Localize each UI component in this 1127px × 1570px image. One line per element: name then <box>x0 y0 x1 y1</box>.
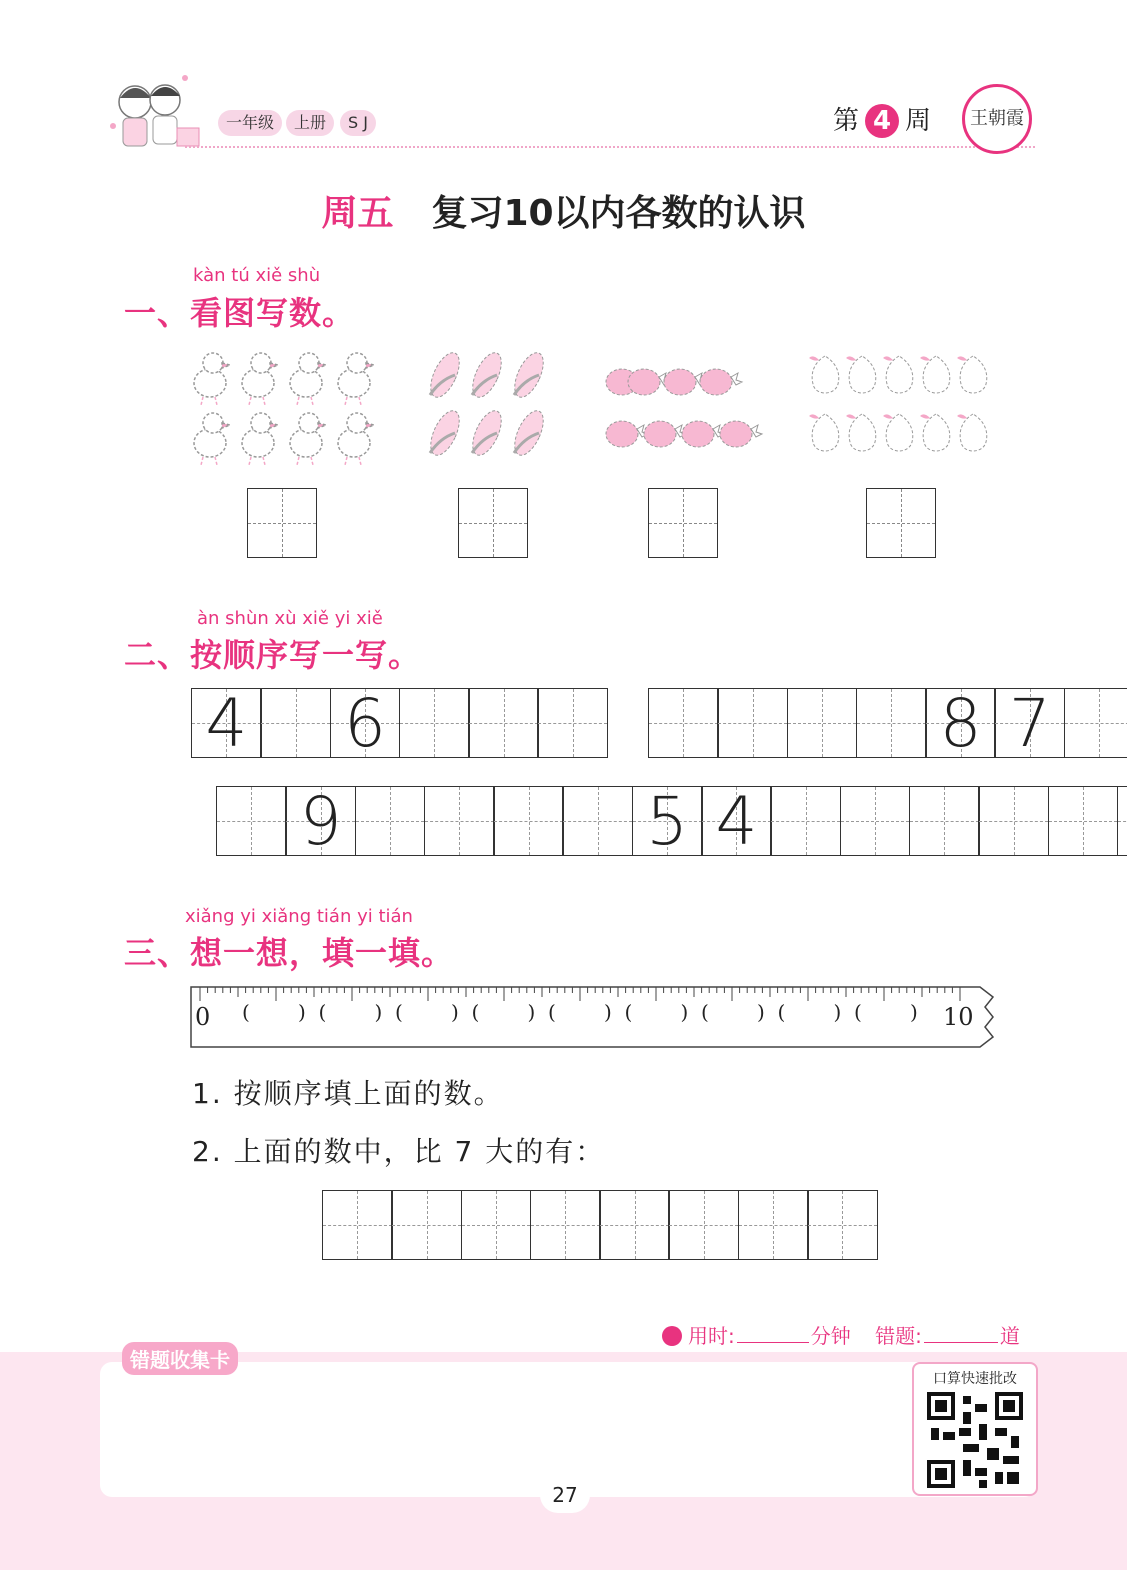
close-paren: ) <box>604 1000 612 1024</box>
title-text: 复习10以内各数的认识 <box>431 193 806 234</box>
open-paren: ( <box>854 1000 862 1024</box>
writing-cell[interactable] <box>322 1190 393 1260</box>
cell-digit <box>425 787 494 855</box>
cell-digit <box>841 787 910 855</box>
section1-pinyin: kàn tú xiě shù <box>193 265 321 286</box>
qr-label: 口算快速批改 <box>933 1371 1017 1387</box>
cell-digit <box>649 689 718 757</box>
errors-label: 错题: <box>875 1324 922 1348</box>
writing-cell[interactable] <box>738 1190 809 1260</box>
week-number-badge: 4 <box>865 104 899 138</box>
open-paren: ( <box>318 1000 327 1024</box>
cell-digit <box>910 787 979 855</box>
cell-digit <box>739 1191 808 1259</box>
writing-cell[interactable] <box>648 688 719 758</box>
writing-cell[interactable] <box>562 786 633 856</box>
cell-digit <box>771 787 840 855</box>
error-card-label: 错题收集卡 <box>122 1342 238 1375</box>
writing-cell[interactable] <box>537 688 608 758</box>
writing-cell <box>925 684 996 762</box>
clock-icon <box>662 1326 682 1346</box>
brand-text: 王朝霞 <box>970 108 1024 129</box>
cell-digit <box>261 689 330 757</box>
writing-cell[interactable] <box>424 786 495 856</box>
cell-digit <box>718 689 787 757</box>
writing-cell[interactable] <box>807 1190 878 1260</box>
cell-digit <box>392 1191 461 1259</box>
close-paren: ) <box>833 1000 842 1024</box>
answer-box-corn[interactable] <box>458 488 528 558</box>
writing-cell[interactable] <box>530 1190 601 1260</box>
cell-digit <box>1118 787 1127 855</box>
writing-cell[interactable] <box>668 1190 739 1260</box>
cell-digit: 8 <box>939 684 982 762</box>
week-indicator <box>833 100 931 138</box>
writing-cell[interactable] <box>787 688 858 758</box>
week-suffix: 周 <box>905 106 932 136</box>
writing-cell[interactable] <box>260 688 331 758</box>
sequence-row-1-right <box>648 684 1127 762</box>
cell-digit: 5 <box>646 782 689 860</box>
cell-digit: 4 <box>205 684 248 762</box>
close-paren: ) <box>374 1000 383 1024</box>
edition-tag <box>340 110 376 136</box>
errors-blank[interactable] <box>924 1342 998 1343</box>
writing-cell[interactable] <box>909 786 980 856</box>
cell-digit <box>538 689 607 757</box>
cell-digit <box>462 1191 531 1259</box>
strawberries-picture <box>605 365 765 460</box>
writing-cell[interactable] <box>216 786 287 856</box>
writing-cell[interactable] <box>1064 688 1127 758</box>
grade-tag <box>218 110 282 136</box>
cell-digit <box>1049 787 1118 855</box>
answer-box-ducks[interactable] <box>247 488 317 558</box>
writing-cell[interactable] <box>399 688 470 758</box>
page-title <box>0 185 1127 236</box>
cell-digit <box>979 787 1048 855</box>
week-prefix: 第 <box>833 106 860 136</box>
close-paren: ) <box>757 1000 765 1024</box>
time-blank[interactable] <box>737 1342 809 1343</box>
open-paren: ( <box>548 1000 556 1024</box>
cell-digit: 9 <box>299 782 342 860</box>
sequence-row-1-left <box>191 684 608 762</box>
cell-digit <box>563 787 632 855</box>
ducks-picture <box>185 345 385 470</box>
cell-digit <box>469 689 538 757</box>
writing-cell[interactable] <box>493 786 564 856</box>
writing-cell[interactable] <box>391 1190 462 1260</box>
answer-box-pears[interactable] <box>866 488 936 558</box>
cell-digit <box>400 689 469 757</box>
writing-cell <box>994 684 1065 762</box>
writing-cell <box>632 782 703 860</box>
qr-code-icon[interactable] <box>927 1392 1023 1488</box>
cell-digit <box>788 689 857 757</box>
writing-cell[interactable] <box>461 1190 532 1260</box>
writing-cell[interactable] <box>1117 786 1127 856</box>
section1-heading: 一、看图写数。 <box>124 294 356 332</box>
volume-label: 上册 <box>294 113 327 132</box>
cell-digit: 6 <box>343 684 386 762</box>
writing-cell[interactable] <box>856 688 927 758</box>
cell-digit <box>1065 689 1127 757</box>
cell-digit <box>531 1191 600 1259</box>
writing-cell[interactable] <box>840 786 911 856</box>
open-paren: ( <box>395 1000 403 1024</box>
section3-pinyin: xiǎng yi xiǎng tián yi tián <box>185 906 413 927</box>
corn-picture <box>425 350 565 465</box>
cell-digit <box>808 1191 877 1259</box>
writing-cell <box>285 782 356 860</box>
cell-digit <box>323 1191 392 1259</box>
time-record <box>662 1320 1020 1349</box>
number-ruler <box>190 985 995 1049</box>
close-paren: ) <box>680 1000 689 1024</box>
writing-cell[interactable] <box>468 688 539 758</box>
header-divider <box>185 146 1035 148</box>
close-paren: ) <box>527 1000 536 1024</box>
question-1: 1. 按顺序填上面的数。 <box>192 1077 504 1110</box>
answer-box-strawberries[interactable] <box>648 488 718 558</box>
writing-cell[interactable] <box>770 786 841 856</box>
kids-illustration <box>105 70 205 155</box>
cell-digit: 7 <box>1008 684 1051 762</box>
question-2: 2. 上面的数中，比 7 大的有： <box>192 1135 606 1168</box>
sequence-row-2 <box>216 782 1127 860</box>
writing-cell[interactable] <box>355 786 426 856</box>
ruler-end-label: 10 <box>943 1003 974 1031</box>
qr-panel <box>912 1362 1038 1496</box>
writing-cell[interactable] <box>599 1190 670 1260</box>
ruler-start-label: 0 <box>195 1003 211 1031</box>
writing-cell <box>330 684 401 762</box>
pears-picture <box>805 352 1005 464</box>
cell-digit <box>494 787 563 855</box>
cell-digit: 4 <box>715 782 758 860</box>
section3-heading: 三、想一想，填一填。 <box>124 934 455 972</box>
time-label: 用时: <box>688 1324 735 1348</box>
edition-label: S J <box>348 113 368 132</box>
writing-cell <box>191 684 262 762</box>
cell-digit <box>857 689 926 757</box>
open-paren: ( <box>471 1000 480 1024</box>
brand-logo <box>962 84 1032 154</box>
section2-pinyin: àn shùn xù xiě yi xiě <box>197 608 383 629</box>
writing-cell <box>701 782 772 860</box>
open-paren: ( <box>242 1000 250 1024</box>
cell-digit <box>356 787 425 855</box>
section2-heading: 二、按顺序写一写。 <box>124 636 422 674</box>
close-paren: ) <box>910 1000 918 1024</box>
writing-cell[interactable] <box>978 786 1049 856</box>
answer-row-q2 <box>322 1190 878 1260</box>
time-unit: 分钟 <box>810 1324 851 1348</box>
open-paren: ( <box>777 1000 786 1024</box>
writing-cell[interactable] <box>1048 786 1119 856</box>
cell-digit <box>600 1191 669 1259</box>
volume-tag <box>286 110 334 136</box>
errors-unit: 道 <box>999 1324 1020 1348</box>
cell-digit <box>669 1191 738 1259</box>
open-paren: ( <box>624 1000 633 1024</box>
open-paren: ( <box>701 1000 709 1024</box>
page-number: 27 <box>540 1477 590 1513</box>
grade-label: 一年级 <box>226 113 275 132</box>
close-paren: ) <box>451 1000 459 1024</box>
close-paren: ) <box>298 1000 306 1024</box>
title-day: 周五 <box>321 193 394 234</box>
cell-digit <box>217 787 286 855</box>
writing-cell[interactable] <box>717 688 788 758</box>
